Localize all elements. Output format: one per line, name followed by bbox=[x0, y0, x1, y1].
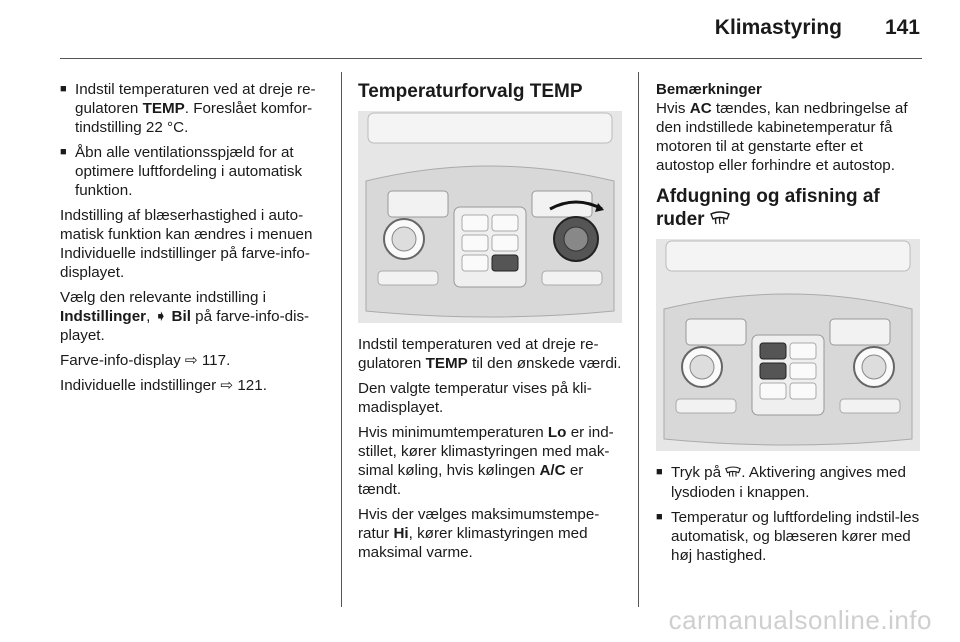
bullet-item: ■ Indstil temperaturen ved at dreje re-gulatoren TEMP. Foreslået komfor-tindstilling 22 °C. bbox=[60, 80, 332, 137]
bullet-item: ■ Åbn alle ventilationsspjæld for at optimere luftfordeling i automatisk funktion. bbox=[60, 143, 332, 200]
climate-panel-figure-temp bbox=[358, 111, 622, 323]
climate-control-panel-illustration bbox=[656, 239, 920, 451]
bullet-item: ■ Tryk på . Aktivering angives med lysdioden i knappen. bbox=[656, 463, 924, 501]
page-title: Klimastyring bbox=[714, 16, 842, 39]
section-heading: Afdugning og afisning af ruder bbox=[656, 186, 880, 230]
header-divider bbox=[60, 58, 922, 59]
note-heading: Bemærkninger bbox=[656, 81, 762, 98]
windscreen-defrost-icon bbox=[710, 208, 730, 231]
column-2 bbox=[358, 80, 630, 568]
paragraph: Indstilling af blæserhastighed i auto-matisk funktion kan ændres i menuen Individuelle indstillinger på farve-info-displayet. bbox=[60, 207, 313, 281]
paragraph: Vælg den relevante indstilling i Indstillinger, ➧ Bil på farve-info-dis-playet. bbox=[60, 289, 310, 344]
column-1 bbox=[60, 80, 332, 401]
section-heading: Temperaturforvalg TEMP bbox=[358, 81, 583, 102]
windscreen-defrost-icon bbox=[725, 464, 741, 483]
bullet-item: ■ Temperatur og luftfordeling indstil-les automatisk, og blæseren kører med høj hastighed. bbox=[656, 508, 924, 565]
cross-reference[interactable]: Farve-info-display ⇨ 117. bbox=[60, 352, 231, 369]
climate-control-panel-illustration bbox=[358, 111, 622, 323]
paragraph: Den valgte temperatur vises på kli-madisplayet. bbox=[358, 380, 592, 416]
climate-panel-figure-defrost bbox=[656, 239, 920, 451]
paragraph: Hvis minimumtemperaturen Lo er ind-stillet, kører klimastyringen med mak-simal køling, hvis kølingen A/C er tændt. bbox=[358, 424, 614, 498]
page-header bbox=[0, 0, 960, 62]
paragraph: Indstil temperaturen ved at dreje re-gulatoren TEMP til den ønskede værdi. bbox=[358, 336, 622, 372]
cross-reference[interactable]: Individuelle indstillinger ⇨ 121. bbox=[60, 377, 267, 394]
arrow-icon: ➧ bbox=[154, 308, 168, 325]
note-text: Hvis AC tændes, kan nedbringelse af den indstillede kabinetemperatur få motoren til at genstarte efter et autostop eller forhindre et autostop. bbox=[656, 100, 908, 174]
watermark: carmanualsonline.info bbox=[668, 605, 932, 635]
page-number: 141 bbox=[884, 16, 920, 39]
paragraph: Hvis der vælges maksimumstempe-ratur Hi, kører klimastyringen med maksimal varme. bbox=[358, 506, 600, 561]
column-divider-1 bbox=[341, 72, 342, 607]
column-3 bbox=[656, 80, 924, 571]
column-divider-2 bbox=[638, 72, 639, 607]
